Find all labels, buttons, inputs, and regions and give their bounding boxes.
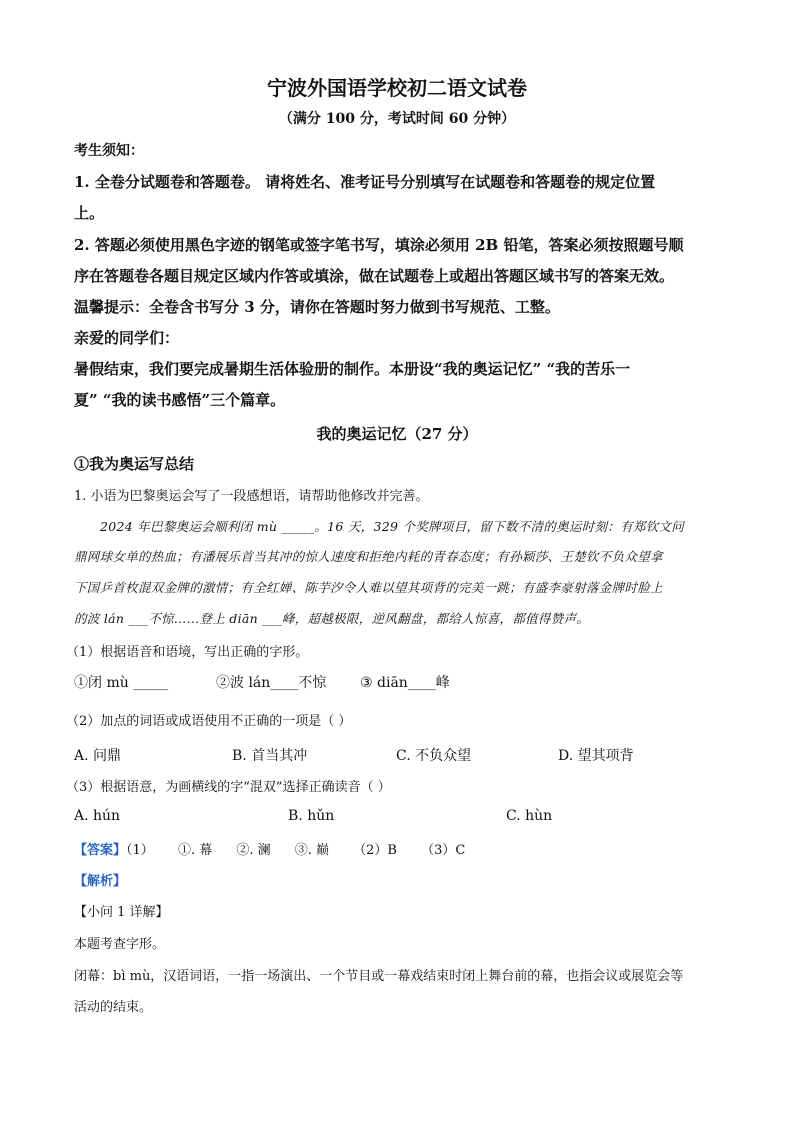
intro-line-2: 夏” “我的读书感悟”三个篇章。 xyxy=(74,391,286,409)
answer-part: （1） xyxy=(126,843,154,858)
intro-line-1: 暑假结束，我们要完成暑期生活体验册的制作。本册设“我的奥运记忆” “我的苦乐一 xyxy=(74,360,631,378)
greeting: 亲爱的同学们： xyxy=(74,329,180,347)
sub-1-blank-a: ①闭 mù _____ xyxy=(74,675,169,691)
pinyin-option-c: C. hùn xyxy=(506,808,553,824)
exam-subtitle: （满分 100 分，考试时间 60 分钟） xyxy=(278,111,516,127)
analysis-line-3: 活动的结束。 xyxy=(74,1000,153,1015)
answer-part: ①. 幕 xyxy=(177,843,213,858)
passage-line-3: 下国乒首枚混双金牌的激情；有全红婵、陈芋汐令人难以望其项背的完美一跳；有盛李豪射落金牌时脸上 xyxy=(74,580,663,595)
page-title: 宁波外国语学校初二语文试卷 xyxy=(267,76,527,100)
question-1-stem: 1. 小语为巴黎奥运会写了一段感想语，请帮助他修改并完善。 xyxy=(74,489,429,504)
part-title: ①我为奥运写总结 xyxy=(74,455,195,473)
pinyin-option-a: A. hún xyxy=(74,808,121,824)
answer-part: ②. 澜 xyxy=(236,843,271,858)
sub-2-prompt-text: （2）加点的词语或成语使用不正确的一项是（ ） xyxy=(66,714,352,729)
notice-item-1-cont: 上。 xyxy=(74,204,105,222)
option-d: D. 望其项背 xyxy=(558,748,634,764)
answer-part: （3）C xyxy=(421,843,466,858)
analysis-line-2: 闭幕：bì mù，汉语词语，一指一场演出、一个节目或一幕戏结束时闭上舞台前的幕，也指会议或展览会等 xyxy=(74,969,684,984)
sub-1-blank-b: ②波 lán____不惊 xyxy=(216,675,327,691)
sub-question-2-prompt xyxy=(66,710,351,729)
analysis-line-1: 本题考查字形。 xyxy=(74,937,166,952)
detail-tag: 【小问 1 详解】 xyxy=(74,905,169,920)
notice-heading: 考生须知： xyxy=(74,143,144,159)
pinyin-option-b: B. hǔn xyxy=(288,808,335,824)
notice-tip: 温馨提示：全卷含书写分 3 分，请你在答题时努力做到书写规范、工整。 xyxy=(74,298,560,316)
sub-question-1-prompt: （1）根据语音和语境，写出正确的字形。 xyxy=(66,645,309,660)
option-c: C. 不负众望 xyxy=(396,748,472,764)
passage-line-4: 的波 lán ___不惊……登上 diān ___峰，超越极限，逆风翻盘，都给人惊喜，都值得赞声。 xyxy=(74,611,590,626)
section-title: 我的奥运记忆（27 分） xyxy=(316,425,478,443)
passage-line-2: 鼎网球女单的热血；有潘展乐首当其冲的惊人速度和拒绝内耗的青春态度；有孙颖莎、王楚钦不负众望拿 xyxy=(74,549,663,564)
answer-tag: 【答案】 xyxy=(74,843,127,858)
notice-item-2-cont: 序在答题卷各题目规定区域内作答或填涂，做在试题卷上或超出答题区域书写的答案无效。 xyxy=(74,267,675,285)
notice-item-1: 1. 全卷分试题卷和答题卷。 请将姓名、准考证号分别填写在试题卷和答题卷的规定位置 xyxy=(74,173,656,191)
analysis-tag: 【解析】 xyxy=(74,874,127,889)
sub-question-3-prompt: （3）根据语意，为画横线的字“混双”选择正确读音（ ） xyxy=(66,780,391,795)
option-b: B. 首当其冲 xyxy=(232,748,308,764)
passage-line-1: 2024 年巴黎奥运会顺利闭 mù _____。16 天，329 个奖牌项目，留下数不清的奥运时刻：有郑钦文问 xyxy=(100,519,685,534)
answer-row xyxy=(74,839,465,858)
option-a: A. 问鼎 xyxy=(74,748,122,764)
sub-1-blank-c: ③ diān____峰 xyxy=(360,675,450,691)
answer-part: （2）B xyxy=(353,843,397,858)
answer-part: ③. 巅 xyxy=(294,843,330,858)
notice-item-2: 2. 答题必须使用黑色字迹的钢笔或签字笔书写，填涂必须用 2B 铅笔，答案必须按照题号顺 xyxy=(74,236,684,254)
